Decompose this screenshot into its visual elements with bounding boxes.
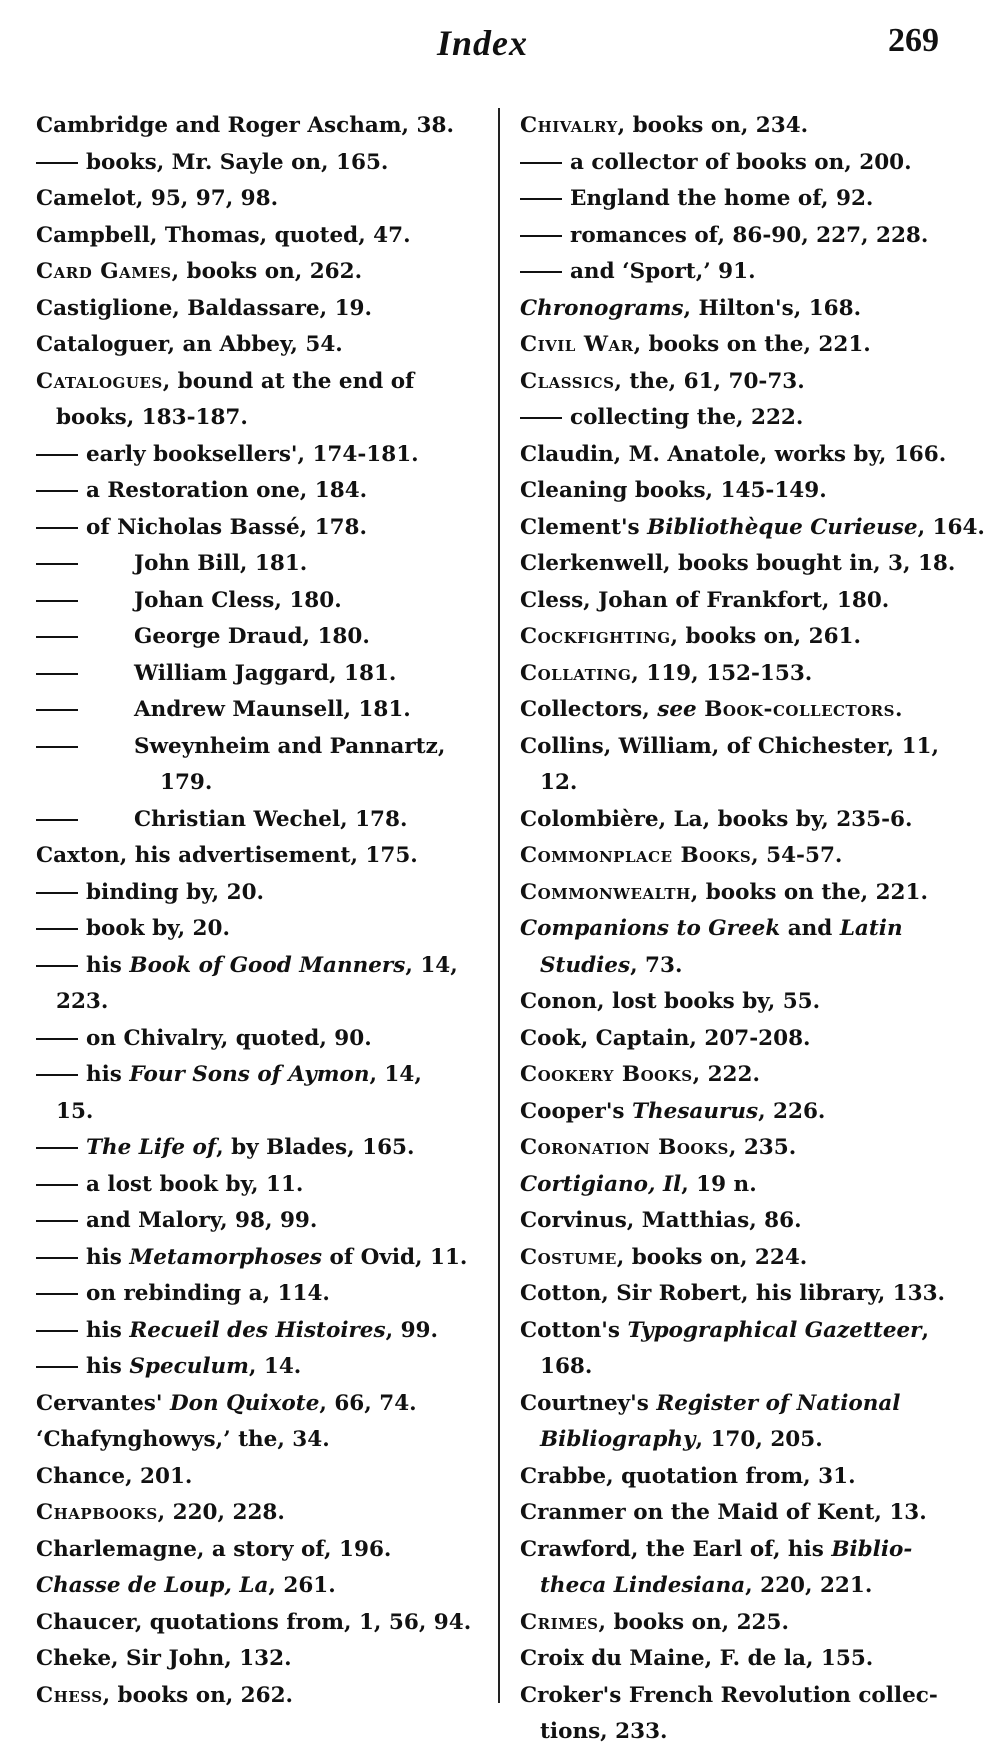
entry-text: Claudin, M. Anatole, works by, 166. <box>520 441 947 467</box>
index-entry <box>520 327 970 364</box>
entry-text: Charlemagne, a story of, 196. <box>36 1536 392 1562</box>
entry-text: and <box>780 916 840 941</box>
entry-text: Chance, 201. <box>36 1463 193 1489</box>
entry-text: , 14, <box>405 952 458 978</box>
book-title: Typographical Gazetteer <box>627 1317 922 1343</box>
entry-text: , 19 n. <box>681 1171 757 1197</box>
index-entry <box>520 291 970 328</box>
entry-text: books, 183-187. <box>56 405 248 430</box>
index-entry <box>520 1313 970 1350</box>
entry-text: , by Blades, 165. <box>216 1135 415 1160</box>
entry-text: , 261. <box>268 1573 336 1598</box>
entry-text: his <box>86 1244 130 1270</box>
entry-text: Cless, Johan of Frankfort, 180. <box>520 587 890 613</box>
index-entry <box>520 1057 970 1094</box>
index-entry <box>520 1641 970 1678</box>
entry-text: Christian Wechel, 178. <box>134 806 408 832</box>
index-entry <box>36 1678 476 1715</box>
entry-text: ‘Chafynghowys,’ the, 34. <box>36 1427 330 1452</box>
ditto-dash <box>520 181 570 218</box>
index-subentry <box>36 875 476 912</box>
entry-text: Chaucer, quotations from, 1, 56, 94. <box>36 1609 472 1635</box>
ditto-dash <box>36 583 134 620</box>
index-subentry <box>520 181 970 218</box>
entry-text: Andrew Maunsell, 181. <box>134 697 411 722</box>
entry-text: , 220, 228. <box>157 1500 285 1525</box>
index-entry <box>520 364 970 401</box>
ditto-dash <box>36 692 134 729</box>
entry-text: on Chivalry, quoted, 90. <box>86 1025 372 1051</box>
entry-text: Croker's French Revolution collec- <box>520 1682 938 1708</box>
entry-text: Cheke, Sir John, 132. <box>36 1646 292 1671</box>
entry-text: , 119, 152-153. <box>631 660 813 686</box>
book-title: Register of National <box>656 1390 901 1416</box>
ditto-dash <box>36 1167 86 1204</box>
cross-reference: Book-collectors <box>704 697 895 722</box>
index-subentry <box>36 802 476 839</box>
entry-text: Crawford, the Earl of, his <box>520 1536 832 1562</box>
entry-heading: Classics <box>520 368 615 394</box>
entry-text: William Jaggard, 181. <box>134 660 397 686</box>
ditto-dash <box>36 875 86 912</box>
entry-text: , 14, <box>369 1062 422 1087</box>
index-entry <box>520 802 970 839</box>
entry-text: his <box>86 952 130 978</box>
entry-text: Cataloguer, an Abbey, 54. <box>36 332 343 357</box>
entry-text: 179. <box>160 770 213 795</box>
entry-text: , books on the, 221. <box>633 332 871 357</box>
ditto-dash <box>36 1021 86 1058</box>
book-title: Chasse de Loup, La <box>36 1573 269 1598</box>
ditto-dash <box>36 802 134 839</box>
entry-heading: Chronograms <box>520 295 684 321</box>
index-entry <box>36 1532 476 1569</box>
entry-text: tions, 233. <box>540 1719 668 1744</box>
entry-text: Castiglione, Baldassare, 19. <box>36 295 372 321</box>
index-subentry <box>36 729 476 766</box>
entry-text: Collectors, <box>520 697 658 722</box>
entry-text: , books on, 262. <box>102 1682 294 1708</box>
ditto-dash <box>36 473 86 510</box>
book-title: Bibliography <box>540 1427 696 1452</box>
ditto-dash <box>36 1130 86 1167</box>
index-entry <box>36 838 476 875</box>
book-title: Metamorphoses <box>129 1244 323 1270</box>
entry-text: books, Mr. Sayle on, 165. <box>86 149 389 175</box>
entry-text: 12. <box>540 770 578 795</box>
index-column-left <box>36 108 476 1714</box>
ditto-dash <box>36 619 134 656</box>
entry-text: , 99. <box>385 1317 438 1343</box>
ditto-dash <box>36 1203 86 1240</box>
index-continuation <box>36 1094 476 1131</box>
book-title: Biblio- <box>831 1536 913 1562</box>
entry-heading: Collating <box>520 660 632 686</box>
index-entry <box>520 1605 970 1642</box>
entry-text: , books on, 234. <box>617 113 809 138</box>
entry-text: , 54-57. <box>751 843 843 868</box>
index-entry <box>520 619 970 656</box>
index-subentry <box>520 400 970 437</box>
entry-text: early booksellers', 174-181. <box>86 441 419 467</box>
entry-text: a Restoration one, 184. <box>86 478 368 503</box>
entry-text: George Draud, 180. <box>134 624 370 649</box>
entry-text: on rebinding a, 114. <box>86 1281 330 1306</box>
entry-text: Sweynheim and Pannartz, <box>134 733 446 759</box>
entry-text: John Bill, 181. <box>134 551 308 576</box>
entry-text: , 66, 74. <box>319 1390 417 1416</box>
index-entry <box>36 364 476 401</box>
entry-text: Cotton's <box>520 1317 628 1343</box>
book-title: Recueil des Histoires <box>129 1317 386 1343</box>
index-subentry <box>36 1349 476 1386</box>
index-subentry <box>36 1057 476 1094</box>
index-entry <box>520 1532 970 1569</box>
index-continuation <box>520 948 970 985</box>
entry-text: , 222. <box>692 1062 760 1087</box>
entry-text: Collins, William, of Chichester, 11, <box>520 733 939 759</box>
book-title: Latin <box>839 916 903 941</box>
index-subentry <box>36 437 476 474</box>
entry-text: Cook, Captain, 207-208. <box>520 1025 811 1051</box>
entry-text: and Malory, 98, 99. <box>86 1208 318 1233</box>
entry-text: of Nicholas Bassé, 178. <box>86 514 367 540</box>
entry-text: Johan Cless, 180. <box>134 587 342 613</box>
entry-text: 223. <box>56 989 109 1014</box>
entry-heading: Cookery Books <box>520 1062 693 1087</box>
entry-heading: Commonwealth <box>520 879 691 905</box>
index-entry <box>36 218 476 255</box>
ditto-dash <box>36 911 86 948</box>
entry-text: Cooper's <box>520 1098 633 1124</box>
index-subentry <box>36 619 476 656</box>
index-subentry <box>36 1130 476 1167</box>
entry-text: , books on the, 221. <box>690 879 928 905</box>
entry-text: collecting the, 222. <box>570 405 804 430</box>
entry-text: of Ovid, 11. <box>322 1244 468 1270</box>
index-subentry <box>36 692 476 729</box>
ditto-dash <box>36 145 86 182</box>
ditto-dash <box>520 218 570 255</box>
entry-heading: Commonplace Books <box>520 843 752 868</box>
index-continuation <box>520 1422 970 1459</box>
ditto-dash <box>520 145 570 182</box>
entry-text: . <box>894 697 903 722</box>
entry-text: Cervantes' <box>36 1390 170 1416</box>
column-divider <box>498 108 500 1703</box>
entry-text: romances of, 86-90, 227, 228. <box>570 222 929 248</box>
index-entry <box>36 1422 476 1459</box>
index-entry <box>520 473 970 510</box>
index-entry <box>520 510 985 547</box>
index-entry <box>520 911 970 948</box>
entry-text: , 73. <box>630 952 683 978</box>
index-entry <box>520 729 970 766</box>
index-continuation <box>36 400 476 437</box>
entry-text: and ‘Sport,’ 91. <box>570 259 756 284</box>
entry-text: his <box>86 1317 130 1343</box>
index-entry <box>36 327 476 364</box>
index-subentry <box>36 546 476 583</box>
index-entry <box>520 583 970 620</box>
entry-text: Clerkenwell, books bought in, 3, 18. <box>520 551 956 576</box>
index-entry <box>36 1386 476 1423</box>
index-subentry <box>520 254 970 291</box>
book-title: Speculum <box>129 1354 249 1379</box>
index-entry <box>36 181 476 218</box>
ditto-dash <box>36 1276 86 1313</box>
index-subentry <box>36 948 476 985</box>
entry-heading: Chapbooks <box>36 1500 158 1525</box>
entry-text: , books on, 261. <box>670 624 861 649</box>
index-subentry <box>36 145 476 182</box>
index-entry <box>520 692 970 729</box>
index-subentry <box>36 1021 476 1058</box>
entry-text: , bound at the end of <box>162 368 415 394</box>
index-entry <box>36 1568 476 1605</box>
index-entry <box>36 108 476 145</box>
book-title: Don Quixote <box>169 1390 320 1416</box>
index-entry <box>36 1495 476 1532</box>
ditto-dash <box>36 729 134 766</box>
index-entry <box>520 1130 970 1167</box>
entry-text: binding by, 20. <box>86 879 265 905</box>
index-entry <box>520 546 970 583</box>
index-continuation <box>36 984 476 1021</box>
index-entry <box>520 1386 970 1423</box>
entry-text: Cambridge and Roger Ascham, 38. <box>36 113 454 138</box>
ditto-dash <box>36 1349 86 1386</box>
entry-heading: Costume <box>520 1244 617 1270</box>
ditto-dash <box>36 437 86 474</box>
index-continuation <box>36 765 476 802</box>
entry-text: , <box>921 1317 929 1343</box>
entry-text: , books on, 224. <box>616 1244 808 1270</box>
index-entry <box>36 254 476 291</box>
index-entry <box>520 656 970 693</box>
entry-text: Cotton, Sir Robert, his library, 133. <box>520 1281 946 1306</box>
index-subentry <box>36 583 476 620</box>
book-title: Bibliothèque Curieuse <box>647 514 918 540</box>
book-title: Cortigiano, Il <box>520 1171 682 1197</box>
entry-text: Cranmer on the Maid of Kent, 13. <box>520 1500 927 1525</box>
ditto-dash <box>36 1240 86 1277</box>
index-entry <box>520 437 970 474</box>
entry-text: Croix du Maine, F. de la, 155. <box>520 1646 874 1671</box>
entry-text: Camelot, 95, 97, 98. <box>36 186 279 211</box>
index-subentry <box>36 911 476 948</box>
entry-text: , 164. <box>917 514 985 540</box>
index-entry <box>520 1678 970 1715</box>
ditto-dash <box>36 656 134 693</box>
entry-text: , 170, 205. <box>695 1427 823 1452</box>
entry-text: Corvinus, Matthias, 86. <box>520 1208 802 1233</box>
ditto-dash <box>520 400 570 437</box>
entry-text: Campbell, Thomas, quoted, 47. <box>36 222 411 248</box>
entry-text: his <box>86 1062 130 1087</box>
index-entry <box>36 1605 476 1642</box>
entry-text: Crabbe, quotation from, 31. <box>520 1463 856 1489</box>
index-entry <box>36 291 476 328</box>
index-entry <box>520 1167 970 1204</box>
index-entry <box>520 1094 970 1131</box>
index-entry <box>520 108 970 145</box>
entry-heading: Civil War <box>520 332 634 357</box>
index-subentry <box>520 145 970 182</box>
index-continuation <box>520 1568 970 1605</box>
index-subentry <box>36 1313 476 1350</box>
entry-text: his <box>86 1354 130 1379</box>
index-entry <box>520 838 970 875</box>
index-continuation <box>520 765 970 802</box>
entry-heading: Chivalry <box>520 113 618 138</box>
index-subentry <box>36 1276 476 1313</box>
book-title: Thesaurus <box>632 1098 759 1124</box>
book-title: theca Lindesiana <box>540 1573 746 1598</box>
index-subentry <box>36 473 476 510</box>
entry-text: , 226. <box>758 1098 826 1124</box>
ditto-dash <box>36 1313 86 1350</box>
entry-text: book by, 20. <box>86 916 230 941</box>
index-subentry <box>36 510 476 547</box>
entry-text: Courtney's <box>520 1390 657 1416</box>
book-title: Companions to Greek <box>520 916 781 941</box>
entry-heading: Catalogues <box>36 368 163 394</box>
entry-text: a lost book by, 11. <box>86 1171 304 1197</box>
page-header <box>0 18 1000 68</box>
index-entry <box>520 875 970 912</box>
index-entry <box>520 1240 970 1277</box>
entry-text: Clement's <box>520 514 648 540</box>
ditto-dash <box>36 510 86 547</box>
index-column-right <box>520 108 985 1751</box>
index-continuation <box>520 1349 970 1386</box>
entry-text: 15. <box>56 1098 94 1124</box>
page-number: 269 <box>888 22 939 59</box>
index-entry <box>520 1276 970 1313</box>
index-subentry <box>36 1167 476 1204</box>
running-title: Index <box>437 23 529 63</box>
entry-text: , the, 61, 70-73. <box>614 368 805 394</box>
index-subentry <box>36 1203 476 1240</box>
entry-text: , books on, 262. <box>171 259 363 284</box>
index-subentry <box>520 218 970 255</box>
entry-text: , 14. <box>248 1354 302 1379</box>
entry-text: Conon, lost books by, 55. <box>520 989 821 1014</box>
index-entry <box>520 1495 970 1532</box>
book-title: The Life of <box>86 1135 217 1160</box>
index-entry <box>520 1203 970 1240</box>
entry-heading: Cockfighting <box>520 624 671 649</box>
entry-text: , 235. <box>728 1135 797 1160</box>
entry-text: , 220, 221. <box>745 1573 873 1598</box>
book-title: Book of Good Manners <box>129 952 406 978</box>
entry-heading: Chess <box>36 1682 103 1708</box>
entry-heading: Crimes <box>520 1609 599 1635</box>
entry-text: , books on, 225. <box>598 1609 789 1635</box>
index-continuation <box>520 1714 970 1751</box>
index-subentry <box>36 656 476 693</box>
ditto-dash <box>36 948 86 985</box>
index-entry <box>520 984 970 1021</box>
entry-heading: Coronation Books <box>520 1135 729 1160</box>
ditto-dash <box>36 1057 86 1094</box>
entry-text: Caxton, his advertisement, 175. <box>36 843 418 868</box>
entry-text: , Hilton's, 168. <box>683 295 862 321</box>
index-subentry <box>36 1240 476 1277</box>
index-entry <box>520 1459 970 1496</box>
index-entry <box>36 1459 476 1496</box>
ditto-dash <box>36 546 134 583</box>
entry-heading: Card Games <box>36 259 172 284</box>
entry-text: Cleaning books, 145-149. <box>520 478 827 503</box>
book-title: Studies <box>540 952 631 978</box>
entry-text: England the home of, 92. <box>570 186 874 211</box>
index-entry <box>520 1021 970 1058</box>
ditto-dash <box>520 254 570 291</box>
entry-text: Colombière, La, books by, 235-6. <box>520 806 913 832</box>
index-entry <box>36 1641 476 1678</box>
see-reference: see <box>657 697 697 722</box>
entry-text: 168. <box>540 1354 593 1379</box>
book-title: Four Sons of Aymon <box>129 1062 370 1087</box>
entry-text: a collector of books on, 200. <box>570 149 912 175</box>
